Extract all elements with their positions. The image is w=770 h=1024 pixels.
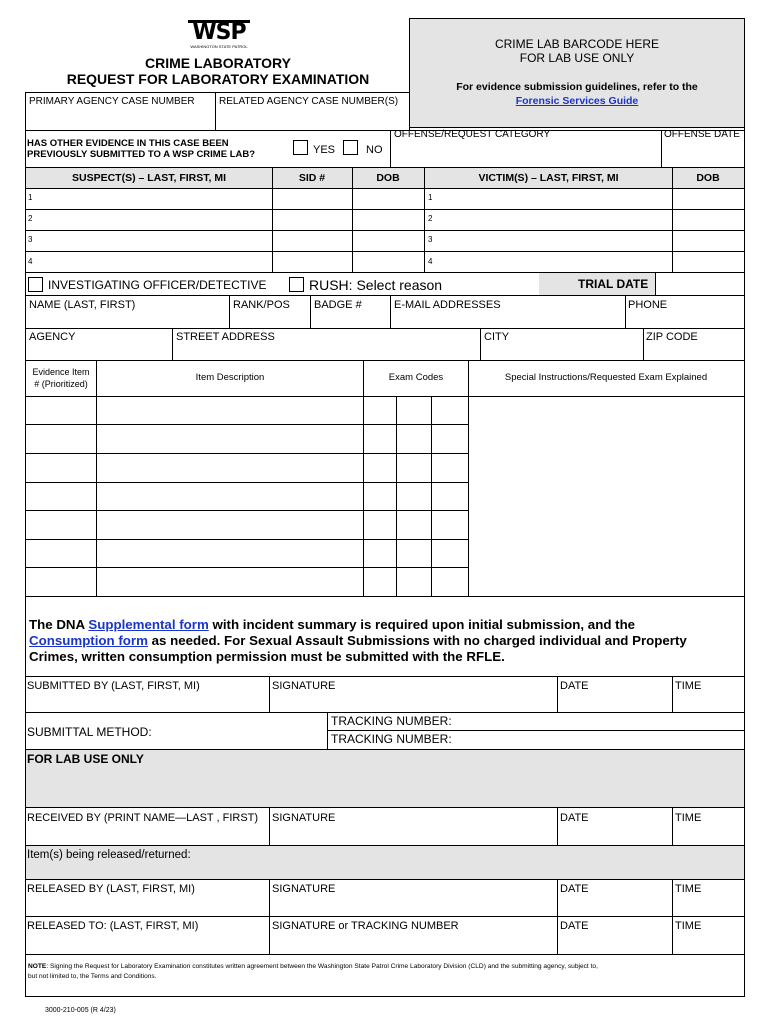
rule — [557, 879, 558, 916]
dna-text-3: as needed. For Sexual Assault Submissions with no charged individual and Property — [147, 633, 687, 648]
rule — [557, 676, 558, 712]
received-time-label: TIME — [675, 812, 702, 824]
note — [28, 962, 740, 982]
logo-subtext: WASHINGTON STATE PATROL — [190, 44, 248, 49]
related-case-label: RELATED AGENCY CASE NUMBER(S) — [219, 96, 399, 107]
submittal-method-label: SUBMITTAL METHOD: — [27, 725, 152, 739]
rule — [25, 916, 744, 917]
released-to-time-label: TIME — [675, 920, 702, 932]
rush-checkbox[interactable] — [289, 277, 304, 292]
note-label: NOTE — [28, 963, 47, 970]
rule — [480, 328, 481, 360]
guideline-text: For evidence submission guidelines, refer to the — [456, 81, 698, 93]
rush-select[interactable]: RUSH: Select reason — [309, 277, 443, 293]
rule — [25, 209, 744, 210]
tracking-number-1-label: TRACKING NUMBER: — [331, 714, 452, 728]
special-instructions-header: Special Instructions/Requested Exam Explained — [504, 372, 708, 383]
rule — [557, 807, 558, 845]
rule — [269, 676, 270, 712]
street-label: STREET ADDRESS — [176, 331, 275, 343]
rule — [25, 230, 744, 231]
item-description-header: Item Description — [195, 372, 265, 383]
offense-date-label: OFFENSE DATE — [664, 129, 740, 140]
rank-label: RANK/POS — [233, 299, 290, 311]
dna-text-2: with incident summary is required upon initial submission, and the — [208, 617, 636, 632]
rule — [643, 328, 644, 360]
rule — [672, 879, 673, 916]
badge-label: BADGE # — [314, 299, 362, 311]
received-date-label: DATE — [560, 812, 589, 824]
released-date-label: DATE — [560, 883, 589, 895]
suspect-row-num: 3 — [28, 235, 33, 244]
rule — [672, 676, 673, 712]
rule — [25, 453, 468, 454]
rule — [25, 424, 468, 425]
rule — [269, 807, 270, 845]
dna-notice — [29, 617, 741, 665]
dob-header: DOB — [376, 172, 400, 184]
rule — [215, 92, 216, 131]
rule — [25, 954, 744, 955]
previous-question-l2: PREVIOUSLY SUBMITTED TO A WSP CRIME LAB? — [27, 149, 256, 160]
rule — [25, 295, 744, 296]
no-label: NO — [366, 144, 383, 156]
released-to-date-label: DATE — [560, 920, 589, 932]
lab-use-only-heading: FOR LAB USE ONLY — [27, 752, 144, 766]
phone-label: PHONE — [628, 299, 668, 311]
victim-row-num: 3 — [428, 235, 433, 244]
barcode-line2: FOR LAB USE ONLY — [519, 51, 635, 65]
city-label: CITY — [484, 331, 510, 343]
victim-dob-header: DOB — [696, 172, 720, 184]
victim-header: VICTIM(S) – LAST, FIRST, MI — [478, 172, 619, 184]
previous-question-l1: HAS OTHER EVIDENCE IN THIS CASE BEEN — [27, 138, 229, 149]
victim-row-num: 2 — [428, 214, 433, 223]
items-released-label: Item(s) being released/returned: — [27, 849, 191, 861]
rule — [424, 168, 425, 272]
evidence-item-l2: # (Prioritized) — [34, 379, 88, 389]
rule — [25, 92, 409, 93]
rule — [352, 168, 353, 272]
rule — [269, 916, 270, 954]
tracking-number-2-label: TRACKING NUMBER: — [331, 732, 452, 746]
sid-header: SID # — [298, 172, 326, 184]
rule — [25, 539, 468, 540]
rule — [390, 130, 391, 167]
rule — [25, 596, 744, 597]
rule — [655, 273, 656, 295]
primary-case-label: PRIMARY AGENCY CASE NUMBER — [29, 96, 195, 107]
rule — [409, 92, 410, 131]
evidence-item-l1: Evidence Item — [32, 367, 90, 377]
no-checkbox[interactable] — [343, 140, 358, 155]
yes-label: YES — [313, 144, 336, 156]
rule — [25, 996, 745, 997]
rule — [310, 295, 311, 328]
barcode-box — [409, 18, 745, 128]
rule — [25, 396, 744, 397]
rule — [25, 251, 744, 252]
rule — [327, 730, 744, 731]
rule — [229, 295, 230, 328]
suspect-row-num: 1 — [28, 193, 33, 202]
submit-time-label: TIME — [675, 680, 702, 692]
rule — [25, 188, 744, 189]
rule — [25, 807, 744, 808]
submit-date-label: DATE — [560, 680, 589, 692]
rule — [557, 916, 558, 954]
signature-tracking-label: SIGNATURE or TRACKING NUMBER — [272, 920, 459, 932]
consumption-form-link[interactable]: Consumption form — [29, 633, 148, 648]
dna-text-1: The DNA — [29, 617, 89, 632]
rule — [672, 916, 673, 954]
rule — [25, 567, 468, 568]
wsp-logo — [188, 20, 250, 50]
guideline-link-wrap — [409, 96, 745, 108]
rule — [396, 396, 397, 596]
suspect-header: SUSPECT(S) – LAST, FIRST, MI — [71, 172, 226, 184]
submitted-by-label: SUBMITTED BY (LAST, FIRST, MI) — [27, 680, 200, 692]
released-to-label: RELEASED TO: (LAST, FIRST, MI) — [27, 920, 199, 932]
received-by-label: RECEIVED BY (PRINT NAME—LAST , FIRST) — [27, 812, 259, 824]
zip-label: ZIP CODE — [646, 331, 698, 343]
victim-row-num: 1 — [428, 193, 433, 202]
title-crime-laboratory: CRIME LABORATORY — [145, 55, 291, 71]
rule — [625, 295, 626, 328]
released-signature-label: SIGNATURE — [272, 883, 336, 895]
dna-text-4: Crimes, written consumption permission must be submitted with the RFLE. — [29, 649, 505, 664]
suspect-row-num: 4 — [28, 257, 33, 266]
rule — [269, 879, 270, 916]
released-time-label: TIME — [675, 883, 702, 895]
submit-signature-label: SIGNATURE — [272, 680, 336, 692]
supplemental-form-link[interactable]: Supplemental form — [88, 617, 209, 632]
suspect-row-num: 2 — [28, 214, 33, 223]
received-signature-label: SIGNATURE — [272, 812, 336, 824]
trial-date-label: TRIAL DATE — [578, 277, 649, 291]
email-label: E-MAIL ADDRESSES — [394, 299, 501, 311]
rule — [172, 328, 173, 360]
released-by-label: RELEASED BY (LAST, FIRST, MI) — [27, 883, 195, 895]
rule — [25, 676, 744, 677]
rule — [25, 510, 468, 511]
rule — [661, 130, 662, 167]
exam-codes-header: Exam Codes — [388, 372, 444, 383]
rule — [390, 295, 391, 328]
note-line1: : Signing the Request for Laboratory Examination constitutes written agreement between the Washington State Patrol Crime Laboratory Division (CLD) and the submitting agency, subject to, — [46, 963, 598, 970]
yes-checkbox[interactable] — [293, 140, 308, 155]
rule — [744, 128, 745, 997]
form-number: 3000-210-005 (R 4/23) — [45, 1007, 116, 1014]
rule — [431, 396, 432, 596]
rule — [272, 168, 273, 272]
rule — [25, 712, 744, 713]
rule — [25, 360, 744, 361]
forensic-services-guide-link[interactable]: Forensic Services Guide — [515, 95, 639, 107]
investigating-label: INVESTIGATING OFFICER/DETECTIVE — [48, 278, 267, 292]
note-line2: but not limited to, the Terms and Conditions. — [28, 973, 157, 980]
title-request: REQUEST FOR LABORATORY EXAMINATION — [66, 71, 370, 87]
logo-text: WSP — [192, 20, 246, 45]
name-label: NAME (LAST, FIRST) — [29, 299, 136, 311]
rule — [25, 482, 468, 483]
agency-label: AGENCY — [29, 331, 76, 343]
investigating-checkbox[interactable] — [28, 277, 43, 292]
offense-category-label: OFFENSE/REQUEST CATEGORY — [394, 129, 551, 140]
barcode-line1: CRIME LAB BARCODE HERE — [494, 37, 660, 51]
rule — [25, 130, 744, 131]
rule — [25, 328, 744, 329]
rule — [672, 807, 673, 845]
victim-row-num: 4 — [428, 257, 433, 266]
rule — [25, 879, 744, 880]
rule — [672, 168, 673, 272]
